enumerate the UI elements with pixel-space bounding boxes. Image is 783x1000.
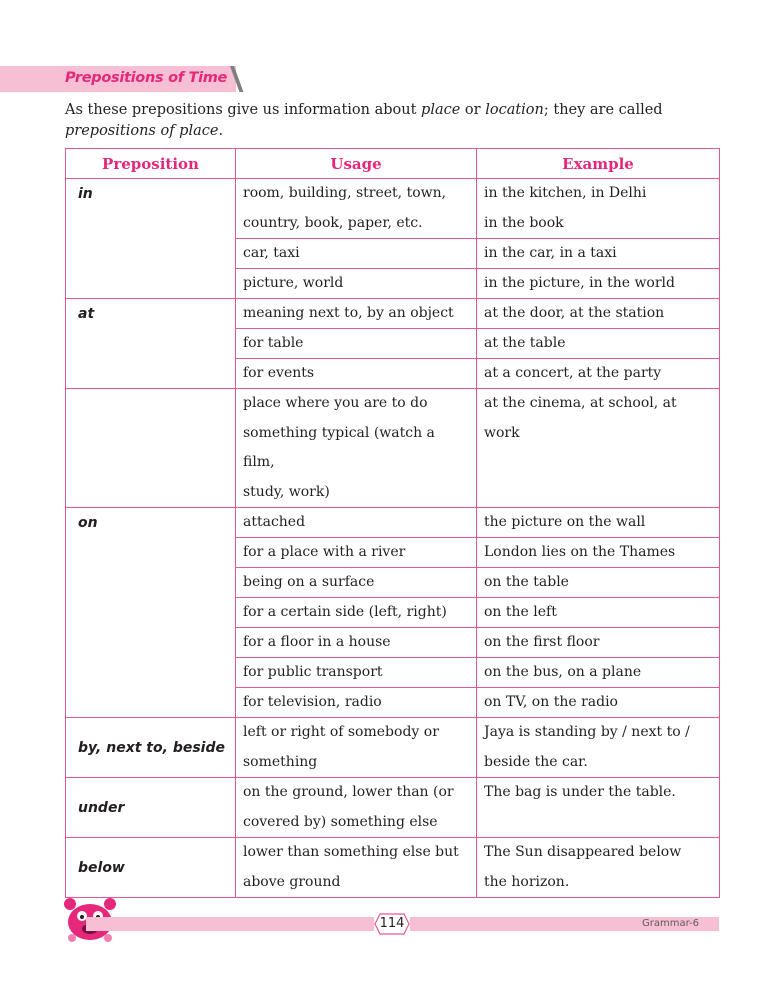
example-line: the horizon. bbox=[484, 873, 570, 890]
usage-line: place where you are to do bbox=[243, 395, 428, 411]
usage-line: covered by) something else bbox=[243, 813, 438, 830]
table-row bbox=[66, 179, 720, 239]
book-label: Grammar-6 bbox=[642, 918, 700, 929]
example-line: the picture on the wall bbox=[484, 514, 646, 530]
example-cell bbox=[477, 628, 720, 658]
example-line: Jaya is standing by / next to / bbox=[484, 724, 690, 740]
usage-cell bbox=[236, 598, 477, 628]
intro-text: As these prepositions give us information about bbox=[65, 102, 422, 118]
column-header-preposition: Preposition bbox=[66, 149, 236, 179]
example-cell bbox=[477, 568, 720, 598]
example-cell bbox=[477, 508, 720, 538]
example-cell bbox=[477, 598, 720, 628]
example-cell bbox=[477, 359, 720, 389]
intro-emphasis: prepositions of place bbox=[65, 123, 219, 139]
table-row bbox=[66, 299, 720, 329]
usage-cell bbox=[236, 538, 477, 568]
preposition-cell: at bbox=[66, 299, 236, 389]
usage-line: above ground bbox=[243, 873, 341, 890]
intro-text: ; they are called bbox=[543, 102, 663, 118]
usage-cell bbox=[236, 658, 477, 688]
example-line: The Sun disappeared below bbox=[484, 844, 682, 860]
usage-cell bbox=[236, 568, 477, 598]
column-header-usage: Usage bbox=[236, 149, 477, 179]
example-cell bbox=[477, 538, 720, 568]
usage-line: attached bbox=[243, 514, 306, 530]
preposition-cell: by, next to, beside bbox=[66, 718, 236, 778]
example-line: on the first floor bbox=[484, 634, 600, 650]
intro-text: . bbox=[218, 123, 224, 139]
usage-line: lower than something else but bbox=[243, 844, 459, 860]
usage-line: room, building, street, town, bbox=[243, 185, 447, 201]
usage-line: left or right of somebody or bbox=[243, 724, 439, 740]
usage-cell bbox=[236, 718, 477, 778]
table-header-row bbox=[66, 149, 720, 179]
usage-line: on the ground, lower than (or bbox=[243, 784, 454, 800]
table-row bbox=[66, 389, 720, 508]
column-header-example: Example bbox=[477, 149, 720, 179]
usage-cell bbox=[236, 508, 477, 538]
usage-cell bbox=[236, 778, 477, 838]
page-number: 114 bbox=[379, 916, 405, 931]
preposition-cell: under bbox=[66, 778, 236, 838]
usage-cell bbox=[236, 838, 477, 898]
example-cell bbox=[477, 269, 720, 299]
intro-emphasis: location bbox=[485, 102, 544, 118]
table-row bbox=[66, 838, 720, 898]
usage-cell bbox=[236, 628, 477, 658]
usage-line: car, taxi bbox=[243, 245, 300, 261]
usage-cell bbox=[236, 299, 477, 329]
usage-cell bbox=[236, 269, 477, 299]
example-cell bbox=[477, 658, 720, 688]
example-cell bbox=[477, 718, 720, 778]
usage-line: being on a surface bbox=[243, 574, 375, 590]
example-line: in the book bbox=[484, 214, 564, 231]
example-line: on TV, on the radio bbox=[484, 694, 618, 710]
preposition-cell bbox=[66, 389, 236, 508]
table-body bbox=[66, 179, 720, 898]
usage-line: something bbox=[243, 753, 318, 770]
usage-line: for a certain side (left, right) bbox=[243, 604, 447, 620]
usage-line: study, work) bbox=[243, 483, 330, 500]
example-cell bbox=[477, 838, 720, 898]
table-row bbox=[66, 508, 720, 538]
example-line: in the car, in a taxi bbox=[484, 245, 617, 261]
usage-cell bbox=[236, 179, 477, 239]
section-title: Prepositions of Time bbox=[65, 70, 228, 86]
preposition-cell: in bbox=[66, 179, 236, 299]
example-cell bbox=[477, 778, 720, 838]
example-line: at the table bbox=[484, 335, 566, 351]
example-line: at a concert, at the party bbox=[484, 365, 662, 381]
example-line: beside the car. bbox=[484, 753, 588, 770]
intro-text: or bbox=[460, 102, 486, 118]
example-line: on the bus, on a plane bbox=[484, 664, 642, 680]
prepositions-table bbox=[65, 148, 720, 898]
usage-line: meaning next to, by an object bbox=[243, 305, 454, 321]
example-cell bbox=[477, 299, 720, 329]
example-line: at the cinema, at school, at bbox=[484, 395, 677, 411]
usage-line: for a place with a river bbox=[243, 544, 406, 560]
usage-line: for events bbox=[243, 365, 315, 381]
example-line: in the kitchen, in Delhi bbox=[484, 185, 647, 201]
preposition-cell: below bbox=[66, 838, 236, 898]
usage-cell bbox=[236, 389, 477, 508]
usage-cell bbox=[236, 359, 477, 389]
example-line: on the table bbox=[484, 574, 569, 590]
example-cell bbox=[477, 389, 720, 508]
example-cell bbox=[477, 179, 720, 239]
usage-line: something typical (watch a film, bbox=[243, 424, 435, 470]
usage-cell bbox=[236, 239, 477, 269]
example-line: work bbox=[484, 424, 520, 441]
example-line: London lies on the Thames bbox=[484, 544, 676, 560]
usage-line: picture, world bbox=[243, 275, 344, 291]
preposition-cell: on bbox=[66, 508, 236, 718]
example-cell bbox=[477, 329, 720, 359]
example-cell bbox=[477, 688, 720, 718]
usage-cell bbox=[236, 329, 477, 359]
usage-line: for television, radio bbox=[243, 694, 382, 710]
table-row bbox=[66, 718, 720, 778]
intro-emphasis: place bbox=[421, 102, 461, 118]
example-line: in the picture, in the world bbox=[484, 275, 675, 291]
usage-line: for a floor in a house bbox=[243, 634, 391, 650]
usage-line: country, book, paper, etc. bbox=[243, 214, 423, 231]
usage-line: for table bbox=[243, 335, 304, 351]
example-line: on the left bbox=[484, 604, 557, 620]
intro-paragraph bbox=[65, 100, 725, 142]
usage-line: for public transport bbox=[243, 664, 383, 680]
table-row bbox=[66, 778, 720, 838]
usage-cell bbox=[236, 688, 477, 718]
example-cell bbox=[477, 239, 720, 269]
example-line: The bag is under the table. bbox=[484, 784, 676, 800]
example-line: at the door, at the station bbox=[484, 305, 665, 321]
